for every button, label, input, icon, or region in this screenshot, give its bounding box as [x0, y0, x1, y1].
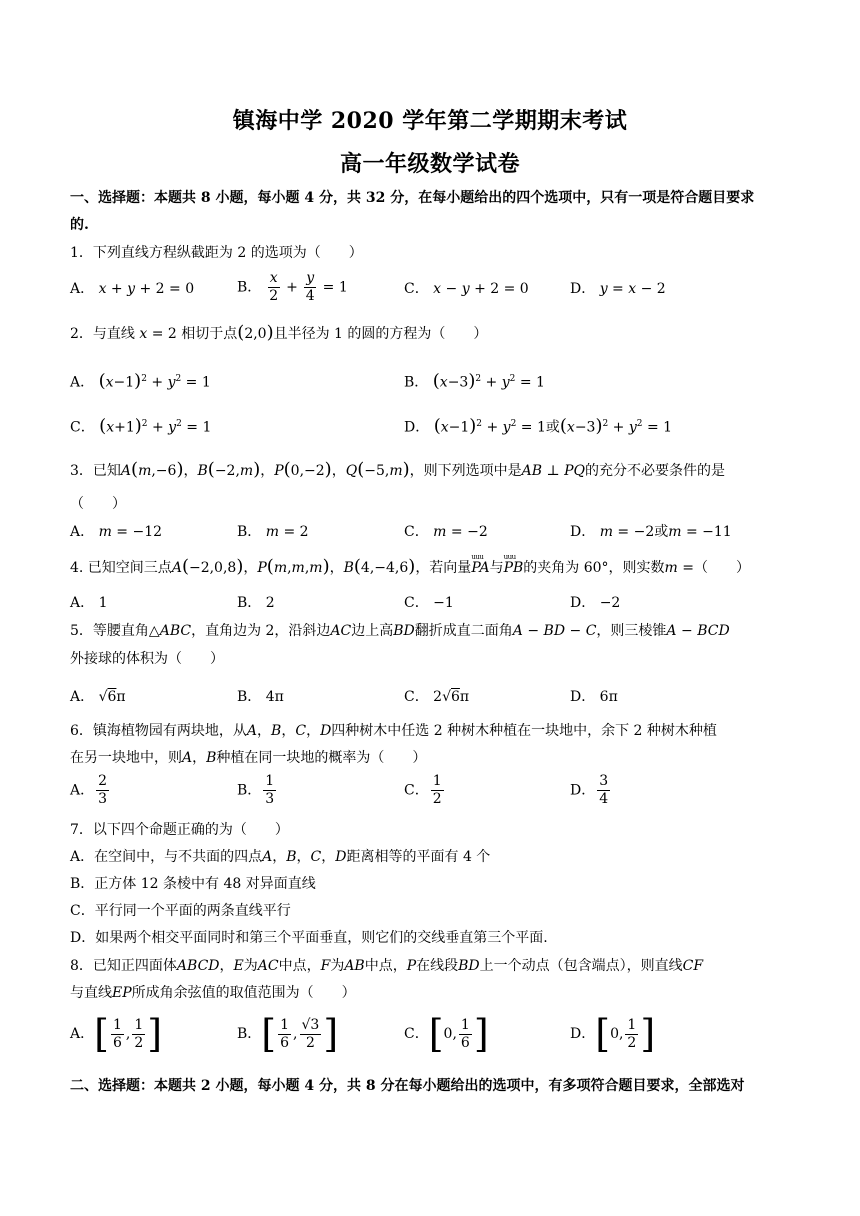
q5-stem-cont: 外接球的体积为（ ） [70, 651, 224, 667]
q2-option-d: D． $(x-1)^2 + y^2 = 1$或$(x-3)^2 + y^2 = 1$ [404, 415, 673, 437]
q8-option-c: C．[0, $\frac{1}{6}$ ] [404, 1012, 489, 1056]
q2-option-b: B． $(x-3)^2 + y^2 = 1$ [404, 370, 545, 392]
q2-option-a: A． $(x-1)^2 + y^2 = 1$ [70, 370, 211, 392]
q8-stem: 8．已知正四面体ABCD，E为AC中点，F为AB中点，P在线段BD上一个动点（包含端点），则直线CF [70, 958, 704, 974]
q6-option-d: D． $\frac{3}{4}$ [570, 773, 609, 807]
q4-option-c: C． −1 [404, 595, 454, 611]
q7-option-c: C．平行同一个平面的两条直线平行 [70, 903, 291, 919]
section1-heading: 一、选择题：本题共 8 小题，每小题 4 分，共 32 分，在每小题给出的四个选项中，只有一项是符合题目要求 [70, 190, 755, 206]
q2-option-c: C． $(x+1)^2 + y^2 = 1$ [70, 415, 212, 437]
q5-option-b: B． 4π [237, 689, 284, 705]
q8-option-a: A．[ $\frac{1}{6}$ , $\frac{1}{2}$ ] [70, 1012, 163, 1056]
section1-heading-cont: 的. [70, 217, 89, 233]
q8-option-b: B．[ $\frac{1}{6}$ , $\frac{√3}{2}$ ] [237, 1012, 339, 1056]
q8-option-d: D．[0, $\frac{1}{2}$ ] [570, 1012, 656, 1056]
exam-subtitle: 高一年级数学试卷 [339, 151, 520, 177]
q5-stem: 5．等腰直角△ABC，直角边为 2，沿斜边AC边上高BD翻折成直二面角A − BD − C，则三棱锥A − BCD [70, 623, 730, 639]
q3-stem: 3．已知A(m,−6)，B(−2,m)，P(0,−2)，Q(−5,m)，则下列选项中是AB ⊥ PQ的充分不必要条件的是 [70, 459, 726, 480]
q1-option-d: D． y = x − 2 [570, 281, 666, 297]
q3-option-a: A． m = −12 [70, 524, 163, 540]
section2-heading: 二、选择题：本题共 2 小题，每小题 4 分，共 8 分在每小题给出的选项中，有多项符合题目要求，全部选对 [70, 1078, 745, 1094]
q7-option-a: A．在空间中，与不共面的四点A，B，C，D距离相等的平面有 4 个 [70, 849, 491, 865]
q5-option-c: C． 2√6π [404, 689, 470, 705]
q6-option-b: B． $\frac{1}{3}$ [237, 773, 275, 807]
q6-option-c: C． $\frac{1}{2}$ [404, 773, 442, 807]
q4-option-d: D． −2 [570, 595, 621, 611]
q8-stem-cont: 与直线EP所成角余弦值的取值范围为（ ） [70, 985, 356, 1001]
q7-option-d: D．如果两个相交平面同时和第三个平面垂直，则它们的交线垂直第三个平面. [70, 930, 548, 946]
q4-option-b: B． 2 [237, 595, 275, 611]
q1-stem: 1．下列直线方程纵截距为 2 的选项为（ ） [70, 245, 363, 261]
q4-option-a: A． 1 [70, 595, 108, 611]
q7-stem: 7．以下四个命题正确的为（ ） [70, 822, 289, 838]
q3-option-b: B． m = 2 [237, 524, 309, 540]
q2-stem: 2．与直线 x = 2 相切于点(2,0)且半径为 1 的圆的方程为（ ） [70, 322, 488, 343]
q1-option-c: C． x − y + 2 = 0 [404, 281, 529, 297]
q3-option-d: D． m = −2或m = −11 [570, 524, 732, 540]
exam-title: 镇海中学 2020 学年第二学期期末考试 [232, 108, 628, 134]
q5-option-d: D． 6π [570, 689, 618, 705]
q5-option-a: A． √6π [70, 689, 126, 705]
q3-option-c: C． m = −2 [404, 524, 488, 540]
q1-option-a: A． x + y + 2 = 0 [70, 281, 195, 297]
q3-paren: （ ） [70, 496, 126, 512]
q1-option-b: B． $\frac{x}{2}$ + $\frac{y}{4}$ = 1 [237, 270, 348, 304]
q6-stem: 6．镇海植物园有两块地，从A，B，C，D四种树木中任选 2 种树木种植在一块地中，余下 2 种树木种植 [70, 723, 717, 739]
q7-option-b: B．正方体 12 条棱中有 48 对异面直线 [70, 876, 316, 892]
q6-stem-cont: 在另一块地中，则A，B种植在同一块地的概率为（ ） [70, 750, 427, 766]
q4-stem: 4. 已知空间三点A(−2,0,8)，P(m,m,m)，B(4,−4,6)，若向量uuu PA与uuu PB的夹角为 60°，则实数m =（ ） [70, 557, 750, 578]
q6-option-a: A． $\frac{2}{3}$ [70, 773, 108, 807]
